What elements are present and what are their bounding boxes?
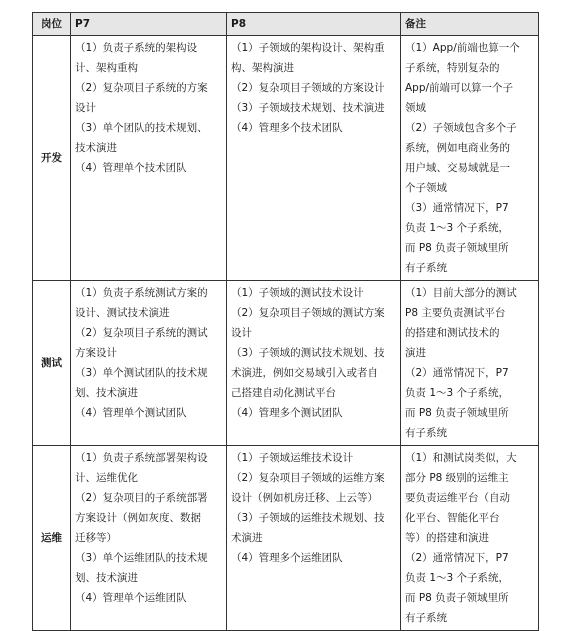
cell-line: （1）负责子系统的架构设 — [75, 42, 198, 54]
p7-cell — [71, 36, 227, 281]
cell-line: （3）子领域技术规划、技术演进 — [231, 102, 385, 114]
cell-line: 计、架构重构 — [75, 62, 138, 74]
cell-line: （2）复杂项目子领域的测试方案 — [231, 307, 385, 319]
cell-line: 有子系统 — [405, 427, 447, 439]
header-p8: P8 — [227, 13, 401, 36]
role-cell: 测试 — [33, 281, 71, 446]
cell-line: （2）通常情况下，P7 — [405, 367, 509, 379]
table-row — [33, 281, 539, 446]
role-cell: 开发 — [33, 36, 71, 281]
cell-line: （3）子领域的运维技术规划、技 — [231, 512, 385, 524]
cell-line: （2）通常情况下，P7 — [405, 552, 509, 564]
cell-line: 设计 — [75, 102, 96, 114]
cell-line: （3）子领域的测试技术规划、技 — [231, 347, 385, 359]
note-cell — [401, 36, 539, 281]
cell-line: 有子系统 — [405, 262, 447, 274]
cell-line: （1）子领域的测试技术设计 — [231, 287, 364, 299]
cell-line: （3）通常情况下，P7 — [405, 202, 509, 214]
cell-line: 己搭建自动化测试平台 — [231, 387, 336, 399]
cell-line: 负责 1～3 个子系统， — [405, 222, 510, 234]
cell-line: 有子系统 — [405, 612, 447, 624]
cell-line: P8 主要负责测试平台 — [405, 307, 506, 319]
header-p7: P7 — [71, 13, 227, 36]
cell-line: （4）管理单个测试团队 — [75, 407, 187, 419]
cell-line: （4）管理单个运维团队 — [75, 592, 187, 604]
cell-line: 方案设计（例如灰度、数据 — [75, 512, 201, 524]
cell-line: （3）单个测试团队的技术规 — [75, 367, 208, 379]
cell-line: 负责 1～3 个子系统， — [405, 387, 510, 399]
cell-line: （4）管理多个技术团队 — [231, 122, 343, 134]
cell-line: （2）复杂项目子系统的方案 — [75, 82, 208, 94]
cell-line: （1）负责子系统测试方案的 — [75, 287, 208, 299]
cell-line: （2）复杂项目子领域的方案设计 — [231, 82, 385, 94]
roles-table — [32, 12, 539, 631]
cell-line: 技术演进 — [75, 142, 117, 154]
cell-line: 构、架构演进 — [231, 62, 294, 74]
cell-line: 设计 — [231, 327, 252, 339]
p8-cell — [227, 281, 401, 446]
p7-cell — [71, 446, 227, 631]
table-row — [33, 36, 539, 281]
cell-line: 术演进，例如交易域引入或者自 — [231, 367, 378, 379]
cell-line: （3）单个团队的技术规划、 — [75, 122, 208, 134]
cell-line: （2）复杂项目子领域的运维方案 — [231, 472, 385, 484]
cell-line: （4）管理多个运维团队 — [231, 552, 343, 564]
note-cell — [401, 281, 539, 446]
p7-cell — [71, 281, 227, 446]
cell-line: 个子领域 — [405, 182, 447, 194]
cell-line: （1）App/前端也算一个 — [405, 42, 520, 54]
cell-line: 系统，例如电商业务的 — [405, 142, 510, 154]
p8-cell — [227, 446, 401, 631]
cell-line: App/前端可以算一个子 — [405, 82, 514, 94]
cell-line: 负责 1～3 个子系统， — [405, 572, 510, 584]
cell-line: 而 P8 负责子领域里所 — [405, 242, 509, 254]
cell-line: （4）管理单个技术团队 — [75, 162, 187, 174]
cell-line: （2）复杂项目子系统的测试 — [75, 327, 208, 339]
header-row — [33, 13, 539, 36]
table-row — [33, 446, 539, 631]
cell-line: 计、运维优化 — [75, 472, 138, 484]
header-role: 岗位 — [33, 13, 71, 36]
cell-line: 方案设计 — [75, 347, 117, 359]
cell-line: 要负责运维平台（自动 — [405, 492, 510, 504]
cell-line: 演进 — [405, 347, 426, 359]
cell-line: （4）管理多个测试团队 — [231, 407, 343, 419]
cell-line: 用户域、交易域就是一 — [405, 162, 510, 174]
cell-line: 设计（例如机房迁移、上云等） — [231, 492, 378, 504]
cell-line: 迁移等） — [75, 532, 117, 544]
cell-line: 化平台、智能化平台 — [405, 512, 500, 524]
cell-line: （2）子领域包含多个子 — [405, 122, 517, 134]
cell-line: 的搭建和测试技术的 — [405, 327, 500, 339]
cell-line: （2）复杂项目的子系统部署 — [75, 492, 208, 504]
cell-line: （3）单个运维团队的技术规 — [75, 552, 208, 564]
cell-line: 划、技术演进 — [75, 572, 138, 584]
cell-line: 术演进 — [231, 532, 263, 544]
cell-line: 设计、测试技术演进 — [75, 307, 170, 319]
cell-line: 领域 — [405, 102, 426, 114]
cell-line: （1）负责子系统部署架构设 — [75, 452, 208, 464]
cell-line: 而 P8 负责子领域里所 — [405, 592, 509, 604]
cell-line: （1）子领域的架构设计、架构重 — [231, 42, 385, 54]
p8-cell — [227, 36, 401, 281]
cell-line: （1）子领域运维技术设计 — [231, 452, 354, 464]
cell-line: 等）的搭建和演进 — [405, 532, 489, 544]
role-cell: 运维 — [33, 446, 71, 631]
cell-line: 部分 P8 级别的运维主 — [405, 472, 509, 484]
cell-line: （1）目前大部分的测试 — [405, 287, 517, 299]
cell-line: （1）和测试岗类似，大 — [405, 452, 517, 464]
header-note: 备注 — [401, 13, 539, 36]
cell-line: 子系统，特别复杂的 — [405, 62, 500, 74]
cell-line: 而 P8 负责子领域里所 — [405, 407, 509, 419]
cell-line: 划、技术演进 — [75, 387, 138, 399]
note-cell — [401, 446, 539, 631]
